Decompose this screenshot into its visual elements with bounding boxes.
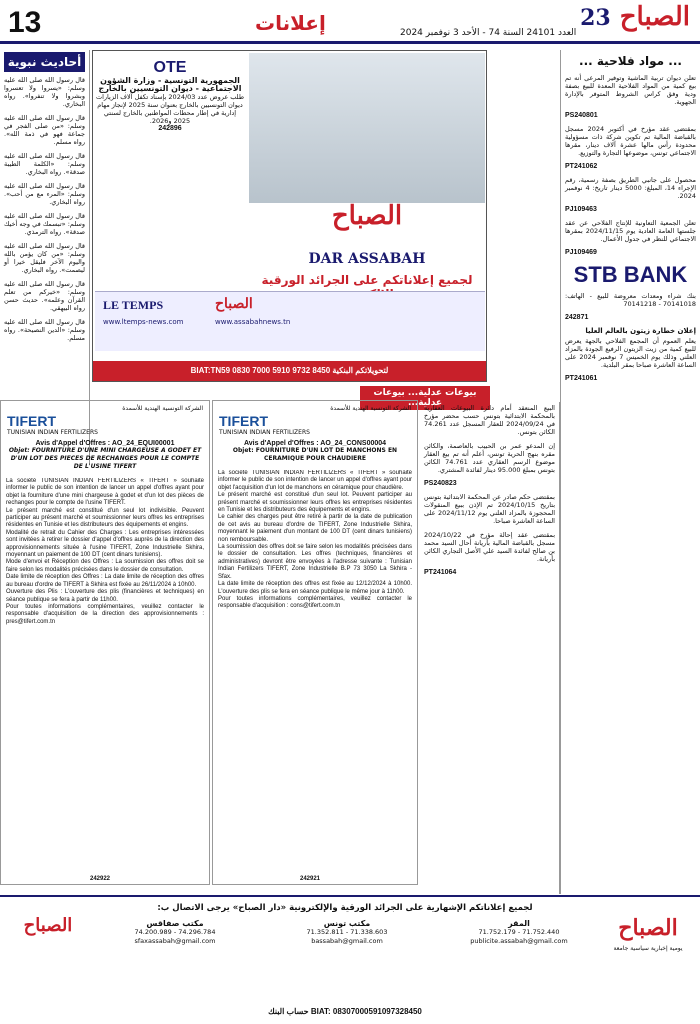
notice-ref: PT241062 <box>565 163 598 170</box>
web-link-2[interactable]: www.assabahnews.tn <box>215 318 291 326</box>
quote-item: قال رسول الله صلى الله عليه وسلم: «تبسمك في وجه أخيك صدقة». رواه الترمذي. <box>4 212 85 236</box>
footer-right-logo <box>604 915 692 1015</box>
notice-ref: PJ109463 <box>565 206 597 213</box>
office-tunis-name: مكتب تونس <box>323 919 371 928</box>
office-tunis-mail[interactable]: bassabah@gmail.com <box>311 937 383 945</box>
footer-title: لجميع إعلاناتكم الإشهارية على الجرائد الورقية والإلكترونية «دار الصباح» يرجى الاتصال ب: <box>157 903 533 913</box>
tender-para: La date limite de réception des offres est fixée au 12/12/2024 à 10h00. L'ouverture des plis se fera en séance publique le même jour à 11h00. <box>218 581 412 595</box>
quote-item: قال رسول الله صلى الله عليه وسلم: «من صلى الفجر في جماعة فهو في ذمة الله». رواه مسلم. <box>4 114 85 146</box>
quotes-title: أحاديث نبوية <box>4 52 85 72</box>
stb-notice: بنك شراء ومعدات معروضة للبيع - الهاتف: 70141018 - 70141218 <box>565 292 696 308</box>
tender-object: Objet: FOURNITURE D'UNE MINI CHARGEUSE A GODET ET D'UN LOT DES PIECES DE RECHANGES POUR LE COMPTE DE L'USINE TIFERT <box>8 447 202 470</box>
tifert-logo: TIFERT <box>219 413 268 429</box>
office-hq-mail[interactable]: publicite.assabah@gmail.com <box>470 937 568 945</box>
tender-para: Mode d'envoi et Réception des Offres : La soumission des offres doit se faire selon les modalités précisées dans le dossier de consultation. <box>6 559 204 573</box>
quote-item: قال رسول الله صلى الله عليه وسلم: «الكلمة الطيبة صدقة». رواه البخاري. <box>4 152 85 176</box>
tender-para: La soumission des offres doit se faire selon les modalités précisées dans le dossier de consultation. Les offres (techniques, financières et administratives) devront être envoyées à l'adresse suivante : Tunisian Indian Fertilizers TIFERT, Zone Industrielle B.P 73 3050 La Skhira - Sfax. <box>218 544 412 580</box>
quote-item: قال رسول الله صلى الله عليه وسلم: «يسروا ولا تعسروا وبشروا ولا تنفروا». رواه البخاري. <box>4 76 85 108</box>
office-hq-phone: 71.752.440 - 71.752.179 <box>478 928 560 936</box>
office-hq-name: المقر <box>508 919 530 928</box>
sale-notice: البيع المنعقد أمام دائرة البيوعات العقارية بالمحكمة الابتدائية بتونس حسب محضر مؤرخ في 2024/09/24 للعقار المسجل عدد 74.261 الكائن بتونس. <box>424 404 555 436</box>
notice: تعلن الجمعية التعاونية للإنتاج الفلاحي عن عقد جلستها العامة العادية يوم 2024/11/15 بمقرها الاجتماعي للنظر في جدول الأعمال. <box>565 219 696 243</box>
footer-bank: BIAT: 08307000591097328450 حساب البنك <box>268 1007 422 1016</box>
ote-logo: OTE <box>153 59 187 76</box>
tender-title: Avis d'Appel d'Offres : AO_24_EQUI00001 <box>35 440 175 447</box>
tender-1-ref: 242921 <box>300 876 321 882</box>
bottom-notice: يعلم العموم أن المجمع الفلاحي بالجهة يعرض للبيع كمية من زيت الزيتون الرفيع الجودة بالمزاد العلني وذلك يوم الخميس 7 نوفمبر 2024 على الساعة العاشرة صباحا بمقر البلدية. <box>565 337 696 369</box>
logo-text: الصباح <box>619 2 690 32</box>
tender-para: Date limite de réception des Offres : La date limite de réception des offres au bureau d'ordre de TIFERT à Skhira est fixée au 26/11/2024 à 10h00. <box>6 574 204 588</box>
tender-para: Ouverture des Plis : L'ouverture des plis (financières et techniques) en séance publique se fera à partir de 11h00. <box>6 589 204 603</box>
assabah-small-logo: الصباح <box>215 296 253 312</box>
office-tunis <box>272 919 422 946</box>
judicial-sales-banner: بيوعات عدلية... بيوعات عدلية... <box>360 386 490 410</box>
office-sfax-phone: 74.296.784 - 74.200.989 <box>134 928 216 936</box>
tender-para: Le présent marché est constitué d'un seul lot indivisible. Peuvent participer au présent marché et soumissionner leurs offres les entreprises résidentes en Tunisie et les distributeurs des équipements et engins. <box>6 507 204 529</box>
ad-brand-arabic: الصباح <box>331 201 403 231</box>
tifert-tender-2-body <box>0 478 210 833</box>
office-hq <box>444 919 594 946</box>
tifert-company-sub: TUNISIAN INDIAN FERTILIZERS <box>7 429 98 436</box>
quote-item: قال رسول الله صلى الله عليه وسلم: «الدين النصيحة». رواه مسلم. <box>4 318 85 342</box>
tender-object: Objet: FOURNITURE D'UN LOT DE MANCHONS EN CERAMIQUE POUR CHAUDIERE <box>232 447 398 462</box>
tifert-company-ar: الشركة التونسية الهندية للأسمدة <box>330 405 411 412</box>
ad-brand-latin: DAR ASSABAH <box>308 251 426 267</box>
page-header <box>0 0 700 44</box>
stb-ref: 242871 <box>565 314 589 321</box>
notice: بمقتضى عقد مؤرخ في أكتوبر 2024 مسجل بالقباضة المالية تم تكوين شركة ذات مسؤولية محدودة رأس مالها عشرة آلاف دينار، مقرها الاجتماعي تونس، موضوعها التجارة والتوزيع. <box>565 125 696 157</box>
office-sfax-mail[interactable]: sfaxassabah@gmail.com <box>134 937 216 945</box>
footer-right-logo-sub: يومية إخبارية سياسية جامعة <box>613 945 683 952</box>
tender-2-ref: 242922 <box>90 876 111 882</box>
le-temps-logo: LE TEMPS <box>103 298 164 312</box>
tifert-company-sub: TUNISIAN INDIAN FERTILIZERS <box>219 429 310 436</box>
footer-left-logo: الصباح <box>23 915 73 936</box>
sale-notice: بمقتضى حكم صادر عن المحكمة الابتدائية بتونس بتاريخ 2024/10/15 تم الإذن ببيع المنقولات المحجوزة بالمزاد العلني يوم 2024/11/12 على الساعة العاشرة صباحا. <box>424 493 556 525</box>
bottom-notice-title: إعلان خطارة زيتون بالعالم العليا <box>585 327 696 335</box>
office-tunis-phone: 71.338.603 - 71.352.811 <box>306 928 388 936</box>
right-column <box>560 50 700 894</box>
ad-slogan: لجميع إعلاناتكم على الجرائد الورقية <box>261 273 473 287</box>
tifert-tender-1-body <box>212 470 418 825</box>
ote-body: طلب عروض عدد 2024/03 بإسناد تكفل آلاف الزيارات ديوان التونسيين بالخارج بعنوان سنة 2025 لإنجاز مهام إدارية في إطار محطات المواطنين بالخارج لسنتي 2025 و2026. <box>95 93 244 125</box>
quote-item: قال رسول الله صلى الله عليه وسلم: «المرء مع من أحب». رواه البخاري. <box>4 182 85 206</box>
tender-para: Modalité de retrait du Cahier des Charges : Les entreprises intéressées sont invitées à retirer le dossier d'appel d'offres auprès de la direction des approvisionnements située à l'usine TIFERT, Zone Industrielle Skhira, moyennant un paiement de 100 DT (cent dinars tunisiens). <box>6 529 204 559</box>
ote-notice <box>95 59 245 259</box>
tender-para: Le présent marché est constitué d'un seul lot. Peuvent participer au présent marché et soumissionner leurs offres les entreprises résidentes en Tunisie et les distributeurs des équipements et engins. <box>218 492 412 514</box>
section-title: إعلانات <box>255 11 326 35</box>
tender-para: Pour toutes informations complémentaires, veuillez contacter le responsable d'acquisition : cons@tifert.com.tn <box>218 595 412 610</box>
tifert-logo: TIFERT <box>7 413 56 429</box>
tender-para: Pour toutes informations complémentaires, veuillez contacter le responsable d'acquisition de la direction des approvisionnements : pres@tifert.com.tn <box>6 603 204 625</box>
issue-info: العدد 24101 السنة 74 - الأحد 3 نوفمبر 2024 <box>400 28 577 38</box>
web-link-1[interactable]: www.ltemps-news.com <box>103 318 184 326</box>
logo-number: 23 <box>580 5 611 31</box>
tender-para: La société TUNISIAN INDIAN FERTILIZERS « TIFERT » souhaite informer le public de son intention de lancer un appel d'offres ayant pour objet l'acquisition d'un lot de manchons en céramique pour chaudière. <box>218 470 412 491</box>
page-number: 13 <box>8 6 42 39</box>
notice: تعلن ديوان تربية الماشية وتوفير المرعى أنه تم بيع كمية من المواد الفلاحية المعدة للبيع بصفة ودية وفق كراس الشروط المتوفر بالإدارة الجهوية. <box>565 74 696 106</box>
office-sfax <box>100 919 250 946</box>
tifert-company-ar: الشركة التونسية الهندية للأسمدة <box>122 405 203 412</box>
tender-title: Avis d'Appel d'Offres : AO_24_CONS00004 <box>243 440 387 447</box>
right-col-title: ... مواد فلاحية ... <box>579 54 682 68</box>
office-sfax-name: مكتب صفاقس <box>146 919 204 928</box>
tender-para: La société TUNISIAN INDIAN FERTILIZERS « TIFERT » souhaite informer le public de son intention de lancer un appel d'offres ayant pour objet la fourniture d'une mini chargeuse à godet et d'un lot des pièces de rechanges pour le compte de l'usine TIFERT. <box>6 478 204 507</box>
footer-ad <box>0 895 700 1024</box>
notice: محصول على جانبي الطريق بصفة رسمية، رقم الإجراء 14، المبلغ: 5000 دينار تاريخ: 4 نوفمبر 2024. <box>565 176 697 200</box>
footer-right-logo-text: الصباح <box>618 915 678 941</box>
ote-ref: 242896 <box>158 125 182 132</box>
quote-item: قال رسول الله صلى الله عليه وسلم: «من كان يؤمن بالله واليوم الآخر فليقل خيرا أو ليصمت». رواه البخاري. <box>4 242 85 274</box>
building-photo <box>249 53 485 203</box>
sale-notice: إن المدعو عمر بن الحبيب بالعاصمة، والكائن مقره بنهج الحرية تونس، أعلم أنه تم بيع العقار موضوع الرسم العقاري عدد 74.761 الكائن بتونس بمبلغ 95.000 دينار لفائدة المشتري. <box>424 442 555 474</box>
notice-ref: PS240801 <box>565 112 598 119</box>
ad-contact-strip <box>95 291 485 351</box>
notice-ref: PJ109469 <box>565 249 597 256</box>
sale-ref: PT241064 <box>424 569 457 576</box>
ad-bank-bar: BIAT:TN59 0830 7000 5910 9732 8450 لتحويلاتكم البنكية <box>93 361 486 381</box>
quote-item: قال رسول الله صلى الله عليه وسلم: «خيركم من تعلم القرآن وعلمه». حديث حسن رواه البيهقي. <box>4 280 85 312</box>
newspaper-logo <box>575 2 690 38</box>
stb-bank-logo: STB BANK <box>573 262 688 287</box>
bottom-notice-ref: PT241061 <box>565 375 598 382</box>
judicial-sales-column <box>420 402 560 894</box>
dar-assabah-ad <box>92 50 487 382</box>
sale-notice: بمقتضى عقد إحالة مؤرخ في 2024/10/22 مسجل بالقباضة المالية بأريانة أحال السيد محمد بن صالح لفائدة السيد علي الأصل التجاري الكائن بأريانة. <box>424 531 555 563</box>
tender-para: Le cahier des charges peut être retiré à partir de la date de publication de cet avis au bureau d'ordre de TIFERT, Zone Industrielle Skhira, moyennant le paiement d'un montant de 100 DT (cent dinars tunisiens) non remboursable. <box>218 514 412 543</box>
ote-title: الجمهورية التونسية - وزارة الشؤون الاجتماعية - ديوان التونسيين بالخارج <box>98 76 242 93</box>
sale-ref: PS240823 <box>424 480 457 487</box>
